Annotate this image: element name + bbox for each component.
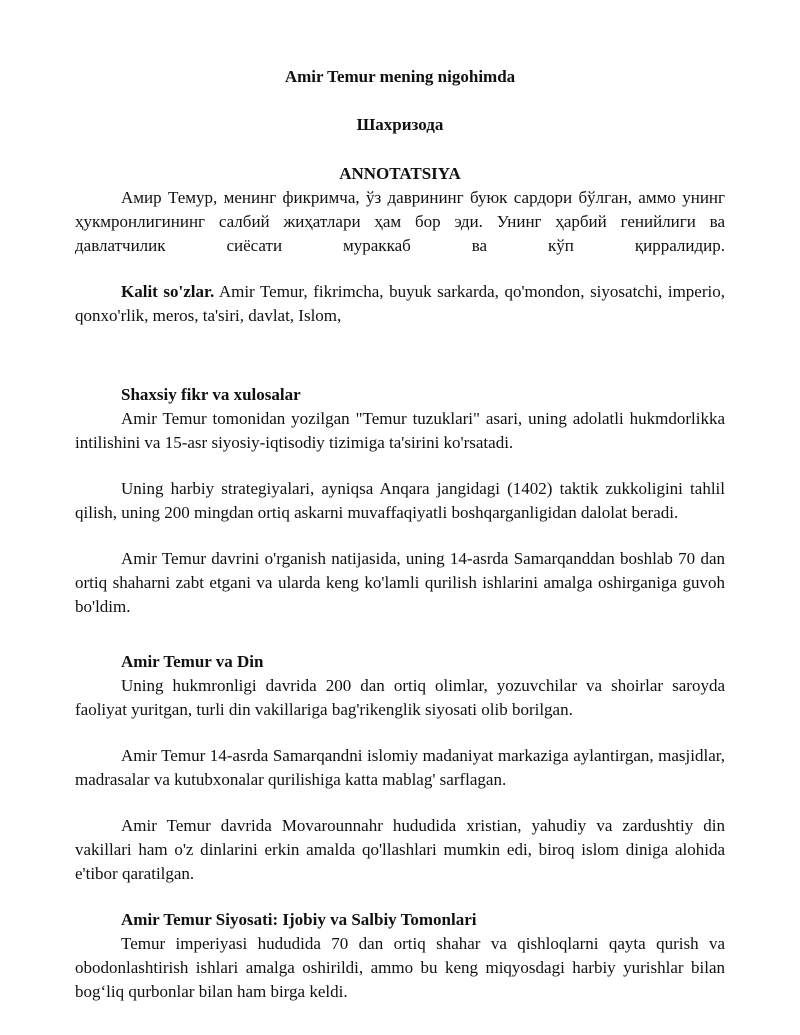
document-title: Amir Temur mening nigohimda — [284, 67, 516, 86]
keywords-text: Amir Temur, fikrimcha, buyuk sarkarda, qo'mondon, siyosatchi, imperio, qonxo'rlik, meros, ta'siri, davlat, Islom, — [75, 282, 725, 325]
section-heading-personal-opinion: Shaxsiy fikr va xulosalar — [121, 385, 301, 404]
section2-paragraph-3: Amir Temur davrida Movarounnahr hududida xristian, yahudiy va zardushtiy din vakillari ham o'z dinlarini erkin amalda qo'llashlari mumkin edi, biroq islom diniga alohida e'tibor qaratilgan. — [75, 816, 725, 883]
keywords-paragraph — [75, 280, 725, 328]
keywords-label: Kalit so'zlar. — [121, 282, 215, 301]
section1-paragraph-1: Amir Temur tomonidan yozilgan "Temur tuzuklari" asari, uning adolatli hukmdorlikka intilishini va 15-asr siyosiy-iqtisodiy tizimiga ta'sirini ko'rsatadi. — [75, 409, 725, 452]
section3-paragraph-1: Temur imperiyasi hududida 70 dan ortiq shahar va qishloqlarni qayta qurish va obodonlashtirish ishlari amalga oshirildi, ammo bu keng miqyosdagi harbiy yurishlar bilan bog‘liq qurbonlar bilan ham birga keldi. — [75, 934, 725, 1001]
section1-paragraph-2: Uning harbiy strategiyalari, ayniqsa Anqara jangidagi (1402) taktik zukkoligini tahlil qilish, uning 200 mingdan ortiq askarni muvaffaqiyatli boshqarganligidan dalolat beradi. — [75, 479, 725, 522]
section1-paragraph-3: Amir Temur davrini o'rganish natijasida, uning 14-asrda Samarqanddan boshlab 70 dan ortiq shaharni zabt etgani va ularda keng ko'lamli qurilish ishlarini amalga oshirganiga guvoh bo'ldim. — [75, 549, 725, 616]
annotation-heading: ANNOTATSIYA — [339, 164, 461, 183]
section2-paragraph-2: Amir Temur 14-asrda Samarqandni islomiy madaniyat markaziga aylantirgan, masjidlar, madrasalar va kutubxonalar qurilishiga katta mablag' sarflagan. — [75, 746, 725, 789]
section-heading-policy: Amir Temur Siyosati: Ijobiy va Salbiy Tomonlari — [121, 910, 477, 929]
author-name: Шахризода — [356, 115, 444, 134]
annotation-paragraph: Амир Темур, менинг фикримча, ўз даврининг буюк сардори бўлган, аммо унинг ҳукмронлигининг салбий жиҳатлари ҳам бор эди. Унинг ҳарбий генийлиги ва давлатчилик сиёсати мураккаб ва кўп қирралидир. — [75, 188, 725, 255]
section-heading-religion: Amir Temur va Din — [121, 652, 264, 671]
section2-paragraph-1: Uning hukmronligi davrida 200 dan ortiq olimlar, yozuvchilar va shoirlar saroyda faoliyat yuritgan, turli din vakillariga bag'rikenglik siyosati olib borilgan. — [75, 676, 725, 719]
